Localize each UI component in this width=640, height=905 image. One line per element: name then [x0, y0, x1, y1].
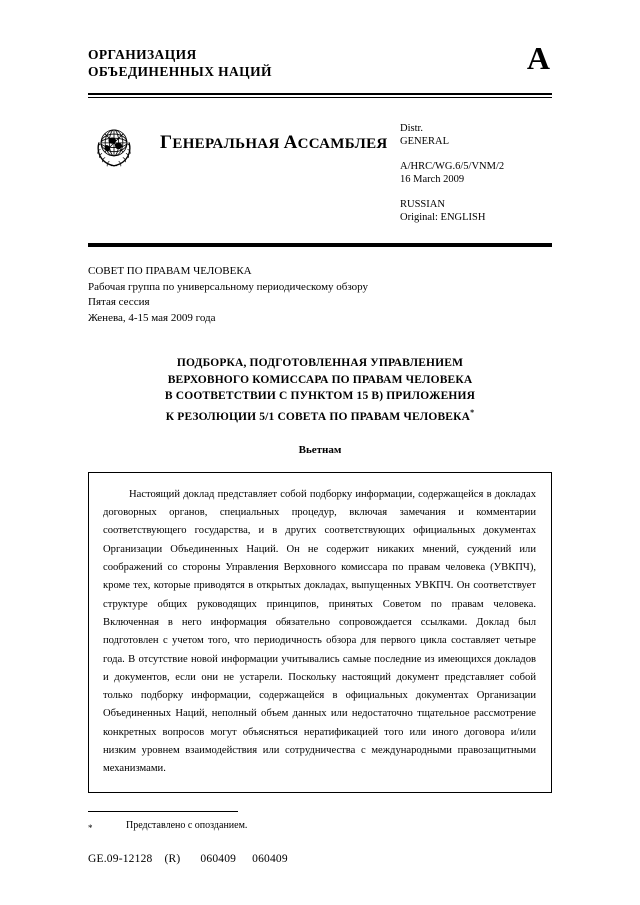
- ge-code: GE.09-12128: [88, 852, 153, 865]
- footnote-marker: *: [88, 822, 93, 833]
- symbol-group: [400, 160, 552, 187]
- document-series-letter: A: [526, 40, 550, 76]
- masthead: [88, 0, 552, 80]
- emblem-row: [88, 118, 552, 225]
- title-line-4-wrap: [88, 405, 552, 425]
- ga-title-g: Г: [160, 131, 173, 153]
- distr-label: Distr.: [400, 122, 424, 134]
- general-assembly-title: [160, 132, 388, 154]
- language-mark: (R): [164, 852, 181, 865]
- abstract-text: Настоящий доклад представляет собой подборку информации, содержащейся в докладах договорных органов, специальных процедур, включая замечания и комментарии соответствующего государства, и в других соответствующих официальных документах Организации Объединенных Наций. Он не содержит никаких мнений, суждений или соображений со стороны Управления Верховного комиссара по правам человека (УВКПЧ), кроме тех, которые приводятся в открытых докладах, выпущенных УВКПЧ. Он соответствует структуре общих руководящих принципов, принятых Советом по правам человека. Включенная в него информация обязательно сопровождается ссылками. Доклад был подготовлен с учетом того, что периодичность обзора для первого цикла составляет четыре года. В отсутствие новой информации учитывались самые последние из имеющихся докладов и документов, если они не устарели. Поскольку настоящий документ представляет собой только подборку информации, содержащейся в официальных документах Организации Объединенных Наций, неполный объем данных или недостаточно тщательное рассмотрение конкретных вопросов могут объясняться нератификацией того или иного договора и/или низким уровнем взаимодействия или сотрудничества с международными правозащитными механизмами.: [103, 488, 536, 775]
- document-date: 16 March 2009: [400, 174, 465, 185]
- council-block: [88, 264, 552, 326]
- document-language: RUSSIAN: [400, 198, 445, 210]
- header-divider: [88, 243, 552, 248]
- session: Пятая сессия: [88, 296, 150, 308]
- distr-value: GENERAL: [400, 136, 449, 147]
- title-line-3: В СООТВЕТСТВИИ С ПУНКТОМ 15 B) ПРИЛОЖЕНИЯ: [164, 390, 476, 402]
- document-symbol: A/HRC/WG.6/5/VNM/2: [400, 160, 505, 172]
- page-title: [88, 355, 552, 425]
- title-line-2: ВЕРХОВНОГО КОМИССАРА ПО ПРАВАМ ЧЕЛОВЕКА: [167, 373, 473, 386]
- original-language: Original: ENGLISH: [400, 212, 486, 223]
- organization-line-1: ОРГАНИЗАЦИЯ: [88, 47, 197, 62]
- working-group: Рабочая группа по универсальному периодическому обзору: [88, 280, 369, 293]
- footnote-separator: [88, 811, 238, 812]
- distribution-group: [400, 122, 552, 149]
- session-venue-dates: Женева, 4-15 мая 2009 года: [88, 311, 216, 324]
- organization-name: [88, 46, 272, 80]
- title-line-1: ПОДБОРКА, ПОДГОТОВЛЕННАЯ УПРАВЛЕНИЕМ: [176, 357, 464, 369]
- ga-title-a: А: [283, 131, 298, 153]
- footnote-text: Представлено с опозданием.: [126, 819, 248, 831]
- ga-title-eneralnaya: ЕНЕРАЛЬНАЯ: [172, 135, 284, 152]
- distribution-block: [400, 122, 552, 225]
- council-name: СОВЕТ ПО ПРАВАМ ЧЕЛОВЕКА: [88, 265, 252, 277]
- un-emblem-icon: [88, 120, 140, 172]
- document-code: [88, 853, 552, 865]
- masthead-divider: [88, 93, 552, 98]
- code-number-2: 060409: [252, 852, 288, 865]
- title-line-4: К РЕЗОЛЮЦИИ 5/1 СОВЕТА ПО ПРАВАМ ЧЕЛОВЕКА: [165, 410, 471, 423]
- abstract-box: [88, 472, 552, 793]
- organization-line-2: ОБЪЕДИНЕННЫХ НАЦИЙ: [88, 64, 272, 79]
- ga-title-ssambleya: ССАМБЛЕЯ: [297, 135, 388, 152]
- code-number-1: 060409: [200, 852, 237, 865]
- language-group: [400, 198, 552, 225]
- title-footnote-marker: *: [470, 407, 475, 417]
- footnote: [88, 819, 552, 835]
- country-name: Вьетнам: [298, 443, 342, 456]
